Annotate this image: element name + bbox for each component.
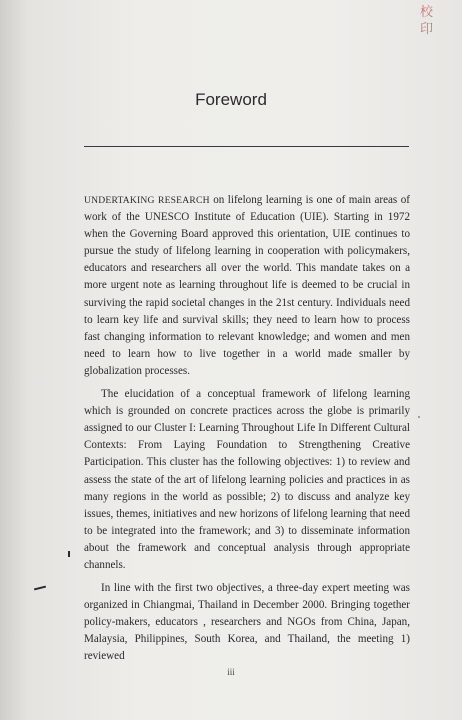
stamp-line-1: 校 (420, 5, 435, 20)
stamp-line-2: 印 (420, 22, 435, 37)
paragraph-1-text: on lifelong learning is one of main areas of work of the UNESCO Institute of Education (UIE). Starting in 1972 when the Governing Board approved this orientation, UIE continues to pursue the study of lifelong learning in cooperation with policymakers, educators and researchers all over the world. This mandate takes on a more urgent note as learning throughout life is deemed to be crucial in surviving the rapid societal changes in the 21st century. Individuals need to learn key life and survival skills; they need to learn how to process fast changing information to relevant knowledge; and women and men need to learn how to live together in a world made smaller by globalization processes. (84, 194, 410, 377)
page-number: iii (227, 667, 235, 677)
margin-tick-mark (68, 551, 70, 557)
margin-dash-mark (34, 586, 46, 591)
library-stamp (420, 4, 460, 38)
page-title: Foreword (195, 90, 267, 109)
foreword-body (84, 192, 410, 672)
paragraph-1 (84, 192, 410, 380)
paragraph-3: In line with the first two objectives, a three-day expert meeting was organized in Chiangmai, Thailand in December 2000. Bringing together policy-makers, educators , researchers and NGOs from China, Japan, Malaysia, Philippines, South Korea, and Thailand, the meeting 1) reviewed (84, 582, 410, 663)
margin-dot-mark (418, 416, 420, 418)
title-rule (84, 146, 409, 147)
paragraph-1-lead: UNDERTAKING RESEARCH (84, 195, 210, 206)
paragraph-2: The elucidation of a conceptual framework of lifelong learning which is grounded on concrete practices across the globe is primarily assigned to our Cluster I: Learning Throughout Life In Different Cultural Contexts: From Laying Foundation to Strengthening Creative Participation. This cluster has the following objectives: 1) to review and assess the state of the art of lifelong learning policies and practices in as many regions in the world as possible; 2) to discuss and analyze key issues, themes, initiatives and new horizons of lifelong learning that need to be integrated into the framework; and 3) to disseminate information about the framework and conceptual analysis through appropriate channels. (84, 388, 410, 571)
